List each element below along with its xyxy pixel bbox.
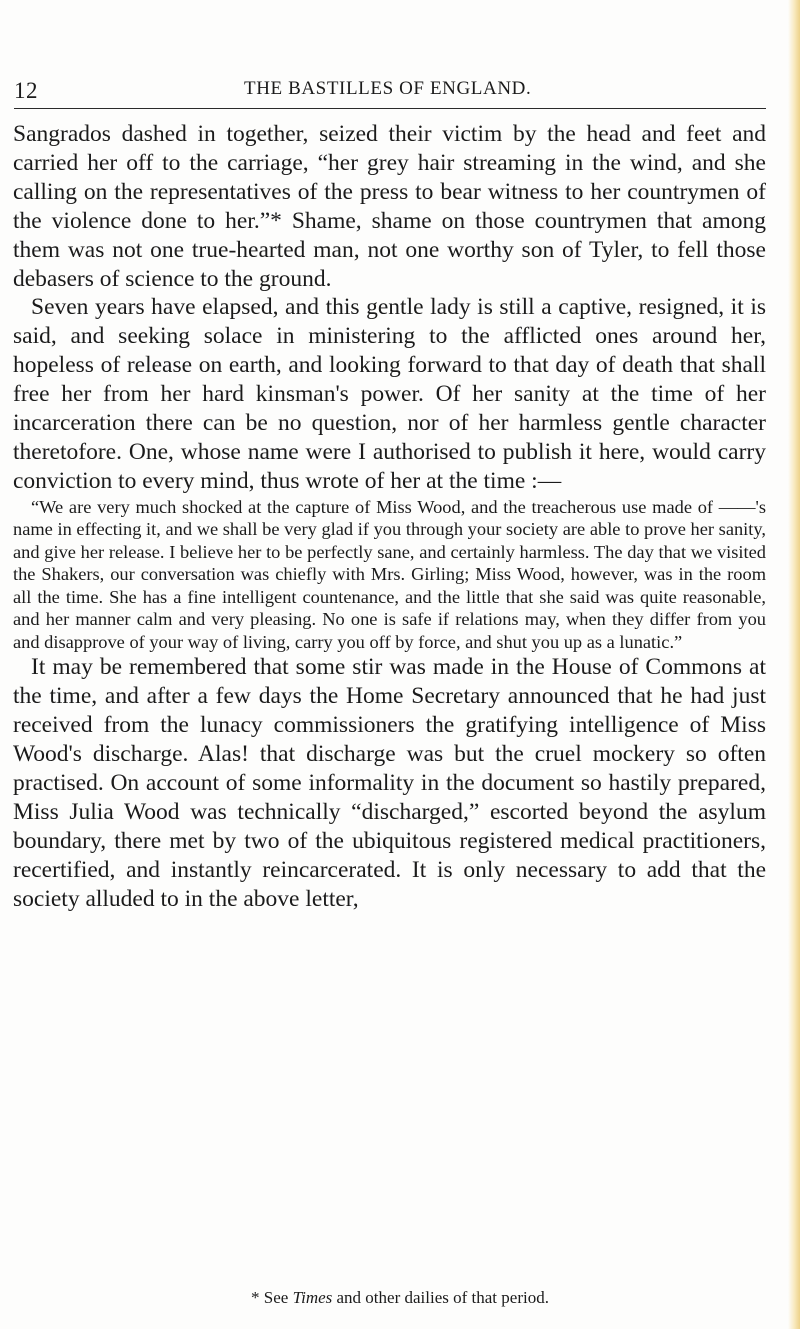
footnote [0,1288,800,1308]
paragraph-2: Seven years have elapsed, and this gentle lady is still a captive, resigned, it is said, and seeking solace in ministering to the afflicted ones around her, hopeless of release on earth, and looking forward to that day of death that shall free her from her hard kinsman's power. Of her sanity at the time of her incarceration there can be no question, nor of her harmless gentle character theretofore. One, whose name were I authorised to publish it here, would carry conviction to every mind, thus wrote of her at the time :— [13,294,766,494]
running-head [14,78,764,108]
footnote-suffix: and other dailies of that period. [332,1288,549,1307]
page-number: 12 [14,78,38,103]
header-rule [14,108,766,109]
paragraph-1: Sangrados dashed in together, seized their victim by the head and feet and carried her off to the carriage, “her grey hair streaming in the wind, and she calling on the representatives of the press to bear witness to her countrymen of the violence done to her.”* Shame, shame on those countrymen that among them was not one true-hearted man, not one worthy son of Tyler, to fell those debasers of science to the ground. [13,121,766,292]
quoted-letter: “We are very much shocked at the capture of Miss Wood, and the treacherous use made of ——'s name in effecting it, and we shall be very glad if you through your society are able to prove her sanity, and give her release. I believe her to be perfectly sane, and certainly harmless. The day that we visited the Shakers, our conversation was chiefly with Mrs. Girling; Miss Wood, however, was in the room all the time. She has a fine intelligent countenance, and the little that she said was quite reasonable, and her manner calm and very pleasing. No one is safe if relations may, when they differ from you and disapprove of your way of living, carry you off by force, and shut you up as a lunatic.” [13,496,766,652]
paragraph-3: It may be remembered that some stir was made in the House of Commons at the time, and after a few days the Home Secretary announced that he had just received from the lunacy commissioners the gratifying intelligence of Miss Wood's discharge. Alas! that discharge was but the cruel mockery so often practised. On account of some informality in the document so hastily prepared, Miss Julia Wood was technically “discharged,” escorted beyond the asylum boundary, there met by two of the ubiquitous registered medical practitioners, recertified, and instantly reincarcerated. It is only necessary to add that the society alluded to in the above letter, [13,654,766,912]
footnote-prefix: * See [251,1288,293,1307]
footnote-italic-title: Times [292,1288,333,1307]
page-edge-shading [788,0,800,1329]
body-text [13,120,766,913]
running-title: THE BASTILLES OF ENGLAND. [244,78,532,99]
